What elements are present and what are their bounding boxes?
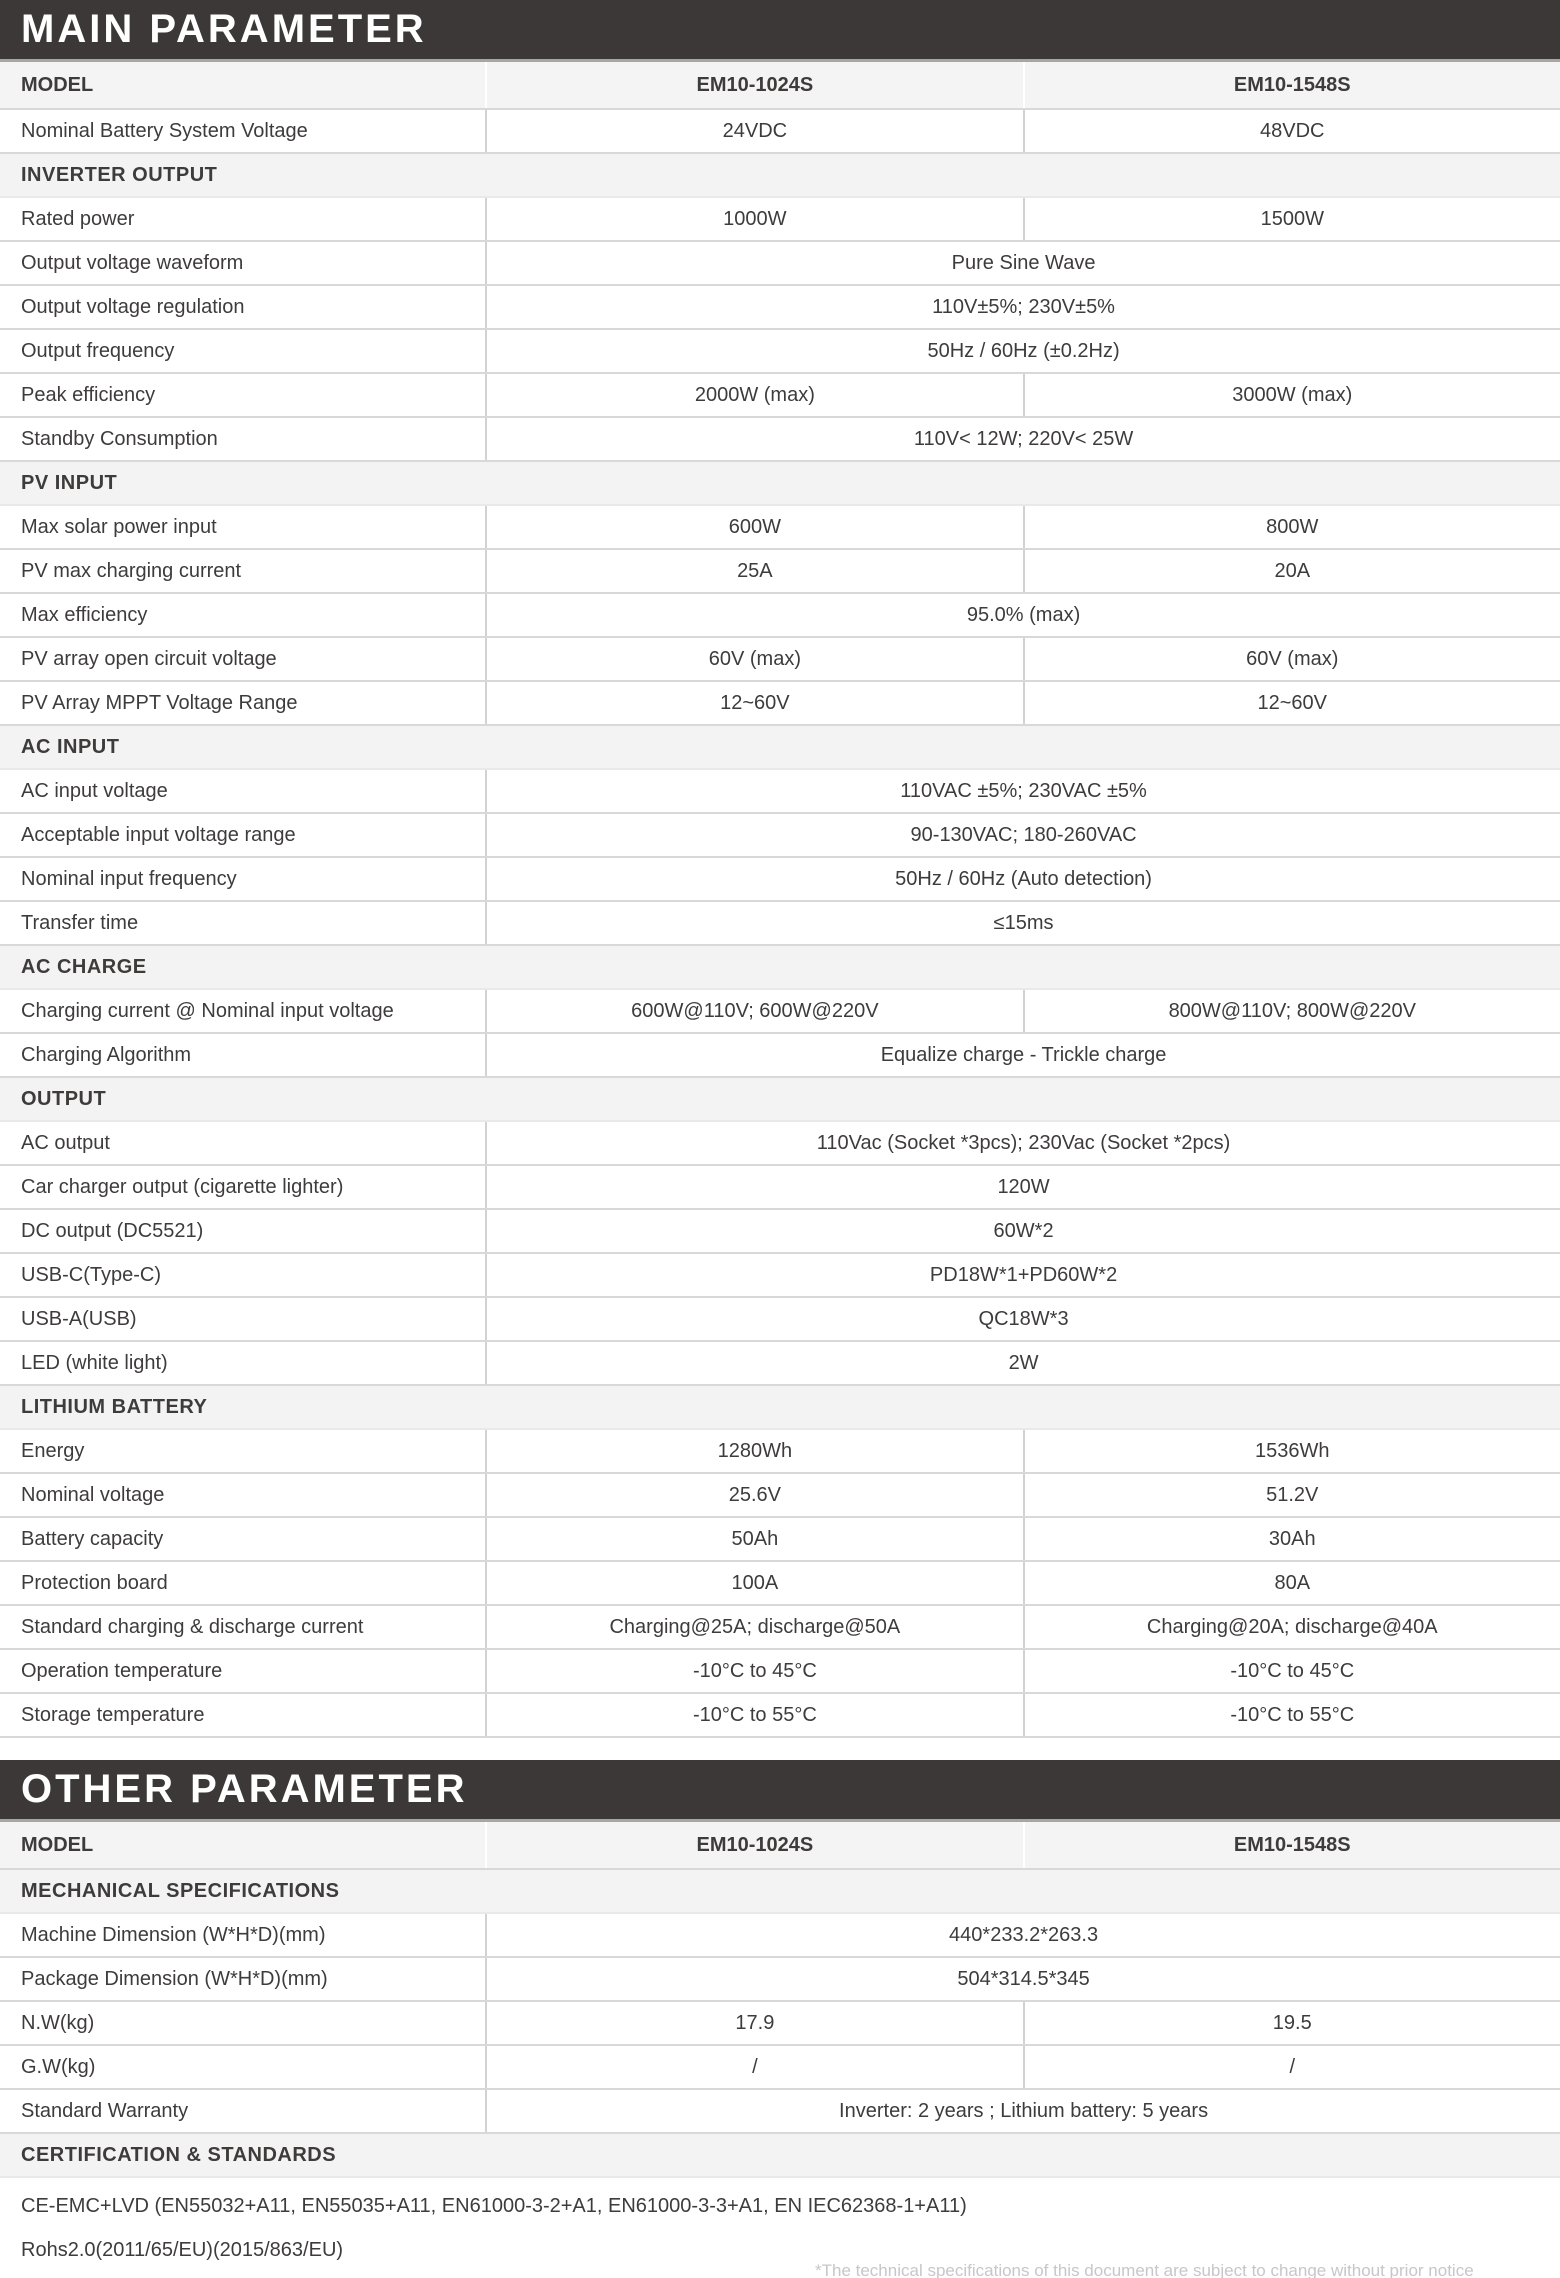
row-value-col1: Charging@25A; discharge@50A [485, 1606, 1022, 1648]
table-row [0, 1254, 1560, 1298]
row-value-col1: 24VDC [485, 110, 1022, 152]
section-label: LITHIUM BATTERY [21, 1395, 208, 1418]
row-value-span: 110V< 12W; 220V< 25W [485, 418, 1560, 460]
row-label: Rated power [21, 207, 135, 230]
section-row [0, 1386, 1560, 1430]
section-row [0, 1078, 1560, 1122]
section-label: INVERTER OUTPUT [21, 163, 218, 186]
row-value-col1: 12~60V [485, 682, 1022, 724]
table-row [0, 418, 1560, 462]
section-row [0, 2134, 1560, 2178]
main-parameter-title-bar: MAIN PARAMETER [0, 0, 1560, 62]
other-parameter-title-bar: OTHER PARAMETER [0, 1760, 1560, 1822]
row-value-span: 60W*2 [485, 1210, 1560, 1252]
row-value-span: 504*314.5*345 [485, 1958, 1560, 2000]
row-value-col1: 100A [485, 1562, 1022, 1604]
row-value-span: 50Hz / 60Hz (Auto detection) [485, 858, 1560, 900]
row-value-col2: 51.2V [1023, 1474, 1560, 1516]
row-value-span: 95.0% (max) [485, 594, 1560, 636]
table-row [0, 902, 1560, 946]
row-value-span: PD18W*1+PD60W*2 [485, 1254, 1560, 1296]
row-label: Package Dimension (W*H*D)(mm) [21, 1967, 328, 1990]
model-label: MODEL [21, 1833, 94, 1856]
row-label: Machine Dimension (W*H*D)(mm) [21, 1923, 326, 1946]
row-label: Standard Warranty [21, 2099, 189, 2122]
cert-text-line: CE-EMC+LVD (EN55032+A11, EN55035+A11, EN61000-3-2+A1, EN61000-3-3+A1, EN IEC62368-1+A11) [21, 2195, 967, 2217]
table-row [0, 1342, 1560, 1386]
table-row [0, 770, 1560, 814]
row-label: Nominal Battery System Voltage [21, 119, 308, 142]
table-row [0, 506, 1560, 550]
table-row [0, 1694, 1560, 1738]
row-label: Car charger output (cigarette lighter) [21, 1175, 344, 1198]
section-row [0, 1870, 1560, 1914]
row-value-col1: 1280Wh [485, 1430, 1022, 1472]
row-label: PV array open circuit voltage [21, 647, 277, 670]
model-row [0, 62, 1560, 110]
row-label: USB-A(USB) [21, 1307, 137, 1330]
row-value-col2: 1536Wh [1023, 1430, 1560, 1472]
row-label: USB-C(Type-C) [21, 1263, 162, 1286]
table-row [0, 594, 1560, 638]
row-label: Battery capacity [21, 1527, 164, 1550]
row-label: Output voltage regulation [21, 295, 245, 318]
row-label: Acceptable input voltage range [21, 823, 296, 846]
row-value-col1: 600W [485, 506, 1022, 548]
table-row [0, 1122, 1560, 1166]
row-value-col2: -10°C to 45°C [1023, 1650, 1560, 1692]
row-value-col1: 25.6V [485, 1474, 1022, 1516]
model-label: MODEL [21, 73, 94, 96]
row-value-col1: 50Ah [485, 1518, 1022, 1560]
row-label: Standard charging & discharge current [21, 1615, 364, 1638]
row-label: Storage temperature [21, 1703, 205, 1726]
row-value-span: 440*233.2*263.3 [485, 1914, 1560, 1956]
row-label: Max efficiency [21, 603, 148, 626]
table-row [0, 1958, 1560, 2002]
row-label: Standby Consumption [21, 427, 218, 450]
section-row [0, 462, 1560, 506]
table-row [0, 2002, 1560, 2046]
table-row [0, 1034, 1560, 1078]
table-row [0, 638, 1560, 682]
row-value-col2: -10°C to 55°C [1023, 1694, 1560, 1736]
row-value-span: 120W [485, 1166, 1560, 1208]
section-row [0, 946, 1560, 990]
row-value-col2: 12~60V [1023, 682, 1560, 724]
row-label: Nominal voltage [21, 1483, 165, 1506]
section-label: MECHANICAL SPECIFICATIONS [21, 1879, 340, 1902]
row-value-span: Equalize charge - Trickle charge [485, 1034, 1560, 1076]
table-row [0, 1606, 1560, 1650]
section-label: AC CHARGE [21, 955, 147, 978]
row-value-col2: 19.5 [1023, 2002, 1560, 2044]
row-value-col1: 1000W [485, 198, 1022, 240]
table-row [0, 858, 1560, 902]
row-label: Output voltage waveform [21, 251, 244, 274]
row-label: N.W(kg) [21, 2011, 95, 2034]
row-label: Output frequency [21, 339, 175, 362]
table-row [0, 286, 1560, 330]
row-label: LED (white light) [21, 1351, 168, 1374]
section-row [0, 726, 1560, 770]
row-value-col1: 2000W (max) [485, 374, 1022, 416]
table-row [0, 1298, 1560, 1342]
table-row [0, 1518, 1560, 1562]
table-row [0, 1650, 1560, 1694]
table-row [0, 682, 1560, 726]
row-label: DC output (DC5521) [21, 1219, 204, 1242]
row-value-col1: / [485, 2046, 1022, 2088]
row-label: PV Array MPPT Voltage Range [21, 691, 298, 714]
table-row [0, 1166, 1560, 1210]
row-value-col1: 600W@110V; 600W@220V [485, 990, 1022, 1032]
table-row [0, 198, 1560, 242]
model-value-col1: EM10-1024S [485, 1822, 1022, 1868]
table-row [0, 1474, 1560, 1518]
row-label: AC output [21, 1131, 110, 1154]
cert-text-line: Rohs2.0(2011/65/EU)(2015/863/EU) [21, 2239, 344, 2261]
section-row [0, 154, 1560, 198]
table-row [0, 1562, 1560, 1606]
row-value-col2: 48VDC [1023, 110, 1560, 152]
row-value-col2: 30Ah [1023, 1518, 1560, 1560]
table-row [0, 242, 1560, 286]
table-row [0, 330, 1560, 374]
row-value-span: ≤15ms [485, 902, 1560, 944]
row-label: Charging current @ Nominal input voltage [21, 999, 394, 1022]
table-row [0, 990, 1560, 1034]
row-value-col2: 60V (max) [1023, 638, 1560, 680]
row-value-col2: 1500W [1023, 198, 1560, 240]
model-value-col1: EM10-1024S [485, 62, 1022, 108]
row-value-col2: 800W@110V; 800W@220V [1023, 990, 1560, 1032]
row-value-span: 90-130VAC; 180-260VAC [485, 814, 1560, 856]
table-gap [0, 1738, 1560, 1760]
row-label: AC input voltage [21, 779, 168, 802]
table-row [0, 374, 1560, 418]
row-label: Protection board [21, 1571, 168, 1594]
row-value-col2: 800W [1023, 506, 1560, 548]
row-label: Charging Algorithm [21, 1043, 192, 1066]
model-value-col2: EM10-1548S [1023, 62, 1560, 108]
row-value-span: 110VAC ±5%; 230VAC ±5% [485, 770, 1560, 812]
section-label: PV INPUT [21, 471, 118, 494]
table-row [0, 814, 1560, 858]
row-value-span: Pure Sine Wave [485, 242, 1560, 284]
model-value-col2: EM10-1548S [1023, 1822, 1560, 1868]
table-row [0, 1914, 1560, 1958]
other-parameter-rows [0, 1822, 1560, 2272]
table-row [0, 110, 1560, 154]
section-label: OUTPUT [21, 1087, 107, 1110]
table-row [0, 1430, 1560, 1474]
table-row [0, 2090, 1560, 2134]
table-row [0, 2046, 1560, 2090]
section-label: AC INPUT [21, 735, 120, 758]
row-label: Operation temperature [21, 1659, 223, 1682]
row-label: Peak efficiency [21, 383, 156, 406]
footnote: *The technical specifications of this document are subject to change without prior notice [815, 2261, 1474, 2278]
row-value-span: Inverter: 2 years ; Lithium battery: 5 years [485, 2090, 1560, 2132]
row-value-span: 50Hz / 60Hz (±0.2Hz) [485, 330, 1560, 372]
row-label: Max solar power input [21, 515, 217, 538]
row-value-col2: / [1023, 2046, 1560, 2088]
row-label: G.W(kg) [21, 2055, 96, 2078]
row-label: Transfer time [21, 911, 139, 934]
cert-text-row [0, 2178, 1560, 2272]
row-value-col1: 17.9 [485, 2002, 1022, 2044]
section-label: CERTIFICATION & STANDARDS [21, 2143, 337, 2166]
row-value-span: QC18W*3 [485, 1298, 1560, 1340]
row-value-col1: -10°C to 55°C [485, 1694, 1022, 1736]
other-parameter-table [0, 1760, 1560, 2272]
row-value-col2: 3000W (max) [1023, 374, 1560, 416]
row-value-span: 2W [485, 1342, 1560, 1384]
row-value-col2: Charging@20A; discharge@40A [1023, 1606, 1560, 1648]
table-row [0, 550, 1560, 594]
row-value-col1: 25A [485, 550, 1022, 592]
table-row [0, 1210, 1560, 1254]
row-label: Energy [21, 1439, 85, 1462]
row-label: Nominal input frequency [21, 867, 237, 890]
main-parameter-rows [0, 62, 1560, 1738]
row-value-span: 110Vac (Socket *3pcs); 230Vac (Socket *2pcs) [485, 1122, 1560, 1164]
row-value-col1: -10°C to 45°C [485, 1650, 1022, 1692]
row-value-col1: 60V (max) [485, 638, 1022, 680]
row-value-col2: 80A [1023, 1562, 1560, 1604]
row-value-col2: 20A [1023, 550, 1560, 592]
row-value-span: 110V±5%; 230V±5% [485, 286, 1560, 328]
model-row [0, 1822, 1560, 1870]
row-label: PV max charging current [21, 559, 242, 582]
